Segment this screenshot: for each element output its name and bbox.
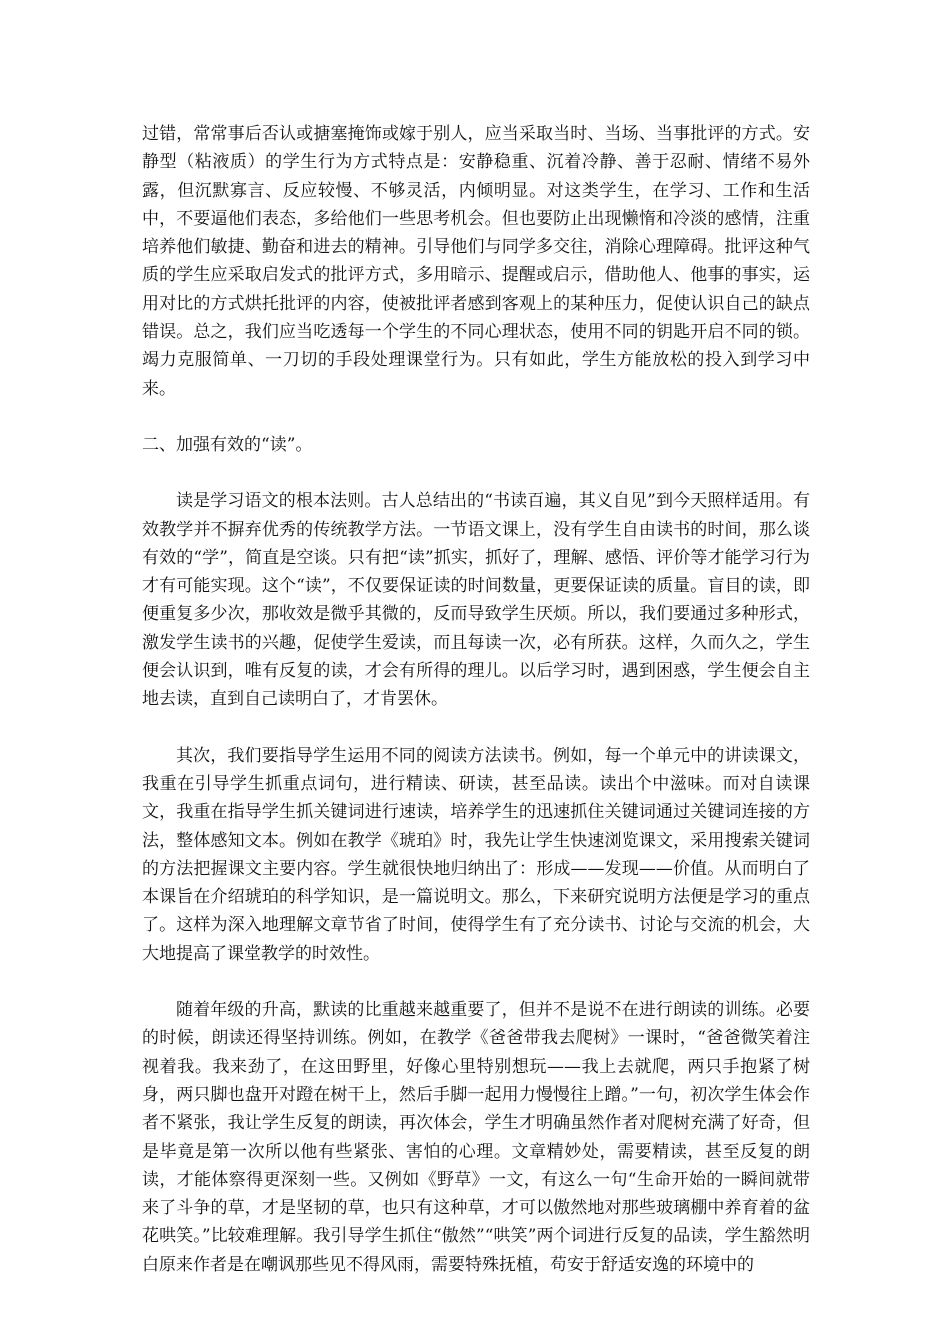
section-heading-effective-reading: 二、加强有效的“读”。 [142,434,313,455]
paragraph-temperament-criticism: 过错，常常事后否认或搪塞掩饰或嫁于别人，应当采取当时、当场、当事批评的方式。安静型（粘液质）的学生行为方式特点是：安静稳重、沉着冷静、善于忍耐、情绪不易外露，但沉默寡言、反应较慢、不够灵活，内倾明显。对这类学生，在学习、工作和生活中，不要逼他们表态，多给他们一些思考机会。但也要防止出现懒惰和冷淡的感情，注重培养他们敏捷、勤奋和进去的精神。引导他们与同学多交往，消除心理障碍。批评这种气质的学生应采取启发式的批评方式，多用暗示、提醒或启示，借助他人、他事的事实，运用对比的方式烘托批评的内容，使被批评者感到客观上的某种压力，促使认识自己的缺点错误。总之，我们应当吃透每一个学生的不同心理状态，使用不同的钥匙开启不同的锁。竭力克服简单、一刀切的手段处理课堂行为。只有如此，学生方能放松的投入到学习中来。 [142,124,810,399]
paragraph-reading-methods: 其次，我们要指导学生运用不同的阅读方法读书。例如，每一个单元中的讲读课文，我重在引导学生抓重点词句，进行精读、研读，甚至品读。读出个中滋味。而对自读课文，我重在指导学生抓关键词进行速读，培养学生的迅速抓住关键词通过关键词连接的方法，整体感知文本。例如在教学《琥珀》时，我先让学生快速浏览课文，采用搜索关键词的方法把握课文主要内容。学生就很快地归纳出了：形成——发现——价值。从而明白了本课旨在介绍琥珀的科学知识，是一篇说明文。那么，下来研究说明方法便是学习的重点了。这样为深入地理解文章节省了时间，使得学生有了充分读书、讨论与交流的机会，大大地提高了课堂教学的时效性。 [142,745,810,964]
document-body [142,120,810,1307]
paragraph-silent-and-oral-reading: 随着年级的升高，默读的比重越来越重要了，但并不是说不在进行朗读的训练。必要的时候，朗读还得坚持训练。例如，在教学《爸爸带我去爬树》一课时，“爸爸微笑着注视着我。我来劲了，在这田野里，好像心里特别想玩——我上去就爬，两只手抱紧了树身，两只脚也盘开对蹬在树干上，然后手脚一起用力慢慢往上蹭。”一句，初次学生体会作者不紧张，我让学生反复的朗读，再次体会，学生才明确虽然作者对爬树充满了好奇，但是毕竟是第一次所以他有些紧张、害怕的心理。文章精妙处，需要精读，甚至反复的朗读，才能体察得更深刻一些。又例如《野草》一文，有这么一句“生命开始的一瞬间就带来了斗争的草，才是坚韧的草，也只有这种草，才可以傲然地对那些玻璃棚中养育着的盆花哄笑。”比较难理解。我引导学生抓住“傲然”“哄笑”两个词进行反复的品读，学生豁然明白原来作者是在嘲讽那些见不得风雨，需要特殊抚植，苟安于舒适安逸的环境中的 [142,1000,810,1275]
paragraph-reading-principle: 读是学习语文的根本法则。古人总结出的“书读百遍，其义自见”到今天照样适用。有效教学并不摒弃优秀的传统教学方法。一节语文课上，没有学生自由读书的时间，那么谈有效的“学”，简直是空谈。只有把“读”抓实，抓好了，理解、感悟、评价等才能学习行为才有可能实现。这个“读”，不仅要保证读的时间数量，更要保证读的质量。盲目的读，即便重复多少次，那收效是微乎其微的，反而导致学生厌烦。所以，我们要通过多种形式，激发学生读书的兴趣，促使学生爱读，而且每读一次，必有所获。这样，久而久之，学生便会认识到，唯有反复的读，才会有所得的理儿。以后学习时，遇到困惑，学生便会自主地去读，直到自己读明白了，才肯罢休。 [142,491,810,710]
